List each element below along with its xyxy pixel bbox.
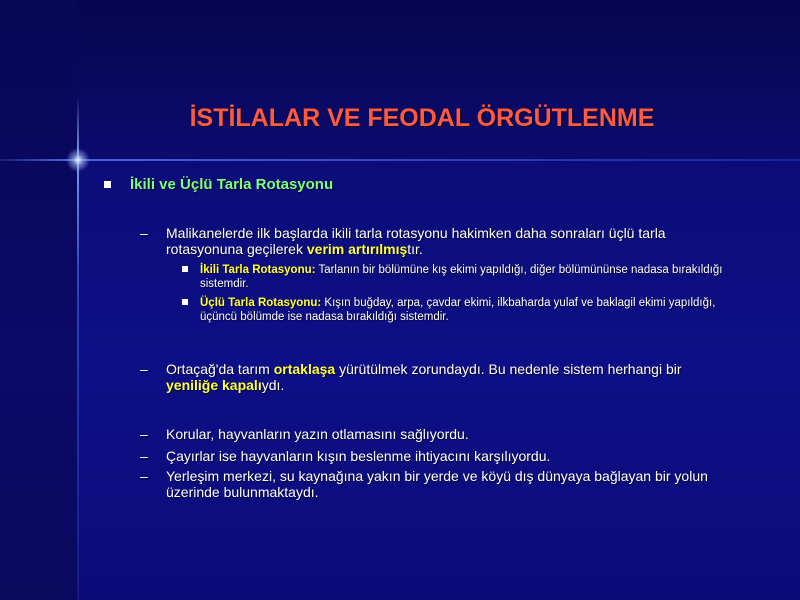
text-segment: tır.: [407, 241, 423, 257]
list-item-text: Korular, hayvanların yazın otlamasını sağlıyordu.: [166, 426, 469, 442]
text-segment: Kışın buğday, arpa, çavdar ekimi, ilkbaharda yulaf ve baklagil ekimi yapıldığı, üçüncü bölümde ise nadasa bırakıldığı sistemdir.: [200, 297, 716, 323]
slide-title: İSTİLALAR VE FEODAL ÖRGÜTLENME: [189, 104, 655, 132]
highlight-text: yeniliğe kapalı: [166, 377, 262, 393]
heading-bullet-text: İkili ve Üçlü Tarla Rotasyonu: [130, 176, 334, 193]
dash-bullet: –: [140, 448, 148, 464]
text-segment: Ortaçağ'da tarım: [166, 361, 274, 377]
square-bullet-icon: [104, 181, 111, 188]
sub-item-label: Üçlü Tarla Rotasyonu:: [200, 297, 322, 309]
text-segment: Tarlanın bir bölümüne kış ekimi yapıldığı, diğer bölümününse nadasa bırakıldığı sistemdir.: [200, 264, 723, 290]
text-segment: yürütülmek zorundaydı. Bu nedenle sistem herhangi bir: [335, 361, 682, 377]
list-item-text: Yerleşim merkezi, su kaynağına yakın bir yerde ve köyü dış dünyaya bağlayan bir yolun üzerinde bulunmaktaydı.: [166, 468, 708, 500]
text-segment: Malikanelerde ilk başlarda ikili tarla rotasyonu hakimken daha sonraları üçlü tarla rotasyonuna geçilerek: [166, 225, 666, 257]
list-item-text: [166, 225, 736, 257]
square-bullet-icon: [182, 299, 188, 305]
sub-item-label: İkili Tarla Rotasyonu:: [200, 264, 316, 276]
highlight-text: ortaklaşa: [273, 361, 336, 377]
sub-item-text: [200, 296, 740, 324]
dash-bullet: –: [140, 468, 148, 484]
sub-item-text: [200, 263, 740, 291]
dash-bullet: –: [140, 361, 148, 377]
dash-bullet: –: [140, 225, 148, 241]
text-segment: ydı.: [261, 377, 285, 393]
highlight-text: verim artırılmış: [306, 241, 408, 257]
list-item-text: [166, 361, 736, 393]
square-bullet-icon: [182, 266, 188, 272]
dash-bullet: –: [140, 426, 148, 442]
list-item-text: Çayırlar ise hayvanların kışın beslenme ihtiyacını karşılıyordu.: [166, 448, 551, 464]
